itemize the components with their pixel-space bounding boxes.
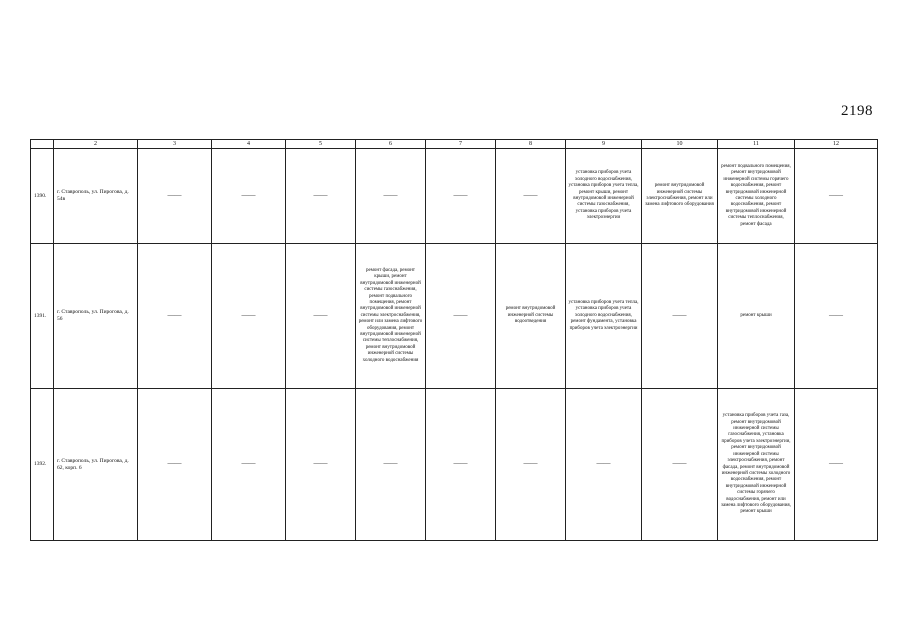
dash-cell: —— bbox=[453, 459, 468, 468]
work-list-cell: установка приборов учета холодного водоснабжения, установка приборов учета тепла, ремонт крыши, ремонт внутридомовой инженерной системы газоснабжения, установка приборов учета электроэнергии bbox=[566, 149, 642, 244]
table-cell bbox=[212, 244, 286, 389]
table-cell bbox=[642, 389, 718, 541]
dash-cell: —— bbox=[596, 459, 611, 468]
address-cell: г. Ставрополь, ул. Пирогова, д. 62, корп. 6 bbox=[54, 389, 138, 541]
dash-cell: —— bbox=[829, 459, 843, 468]
work-list-cell: установка приборов учета тепла, установка приборов учета холодного водоснабжения, ремонт фундамента, установка приборов учета электроэнергии bbox=[566, 244, 642, 389]
row-number: 1391. bbox=[31, 244, 54, 389]
col-header-8: 8 bbox=[496, 140, 566, 149]
dash-cell: —— bbox=[241, 310, 256, 319]
col-header-11: 11 bbox=[718, 140, 795, 149]
work-list-cell: ремонт внутридомовой инженерной системы водоотведения bbox=[496, 244, 566, 389]
dash-cell: —— bbox=[167, 459, 182, 468]
table-cell bbox=[356, 149, 426, 244]
table-cell bbox=[642, 244, 718, 389]
dash-cell: —— bbox=[313, 190, 328, 199]
col-header-12: 12 bbox=[795, 140, 878, 149]
work-list-cell: установка приборов учета газа, ремонт внутридомовой инженерной системы газоснабжения, установка приборов учета электроэнергии, ремонт внутридомовой инженерной системы электроснабжения, ремонт фасада, ремонт внутридомовой инженерной системы холодного водоснабжения, ремонт внутридомовой инженерной системы горячего водоснабжения, ремонт или замена лифтового оборудования, ремонт крыши bbox=[718, 389, 795, 541]
table-cell bbox=[356, 389, 426, 541]
table-cell bbox=[496, 389, 566, 541]
table-cell bbox=[138, 244, 212, 389]
row-number: 1392. bbox=[31, 389, 54, 541]
col-header-4: 4 bbox=[212, 140, 286, 149]
col-header-3: 3 bbox=[138, 140, 212, 149]
col-header-1 bbox=[31, 140, 54, 149]
work-list-cell: ремонт подвального помещения, ремонт внутридомовой инженерной системы горячего водоснабжения, ремонт внутридомовой инженерной системы холодного водоснабжения, ремонт внутридомовой инженерной системы теплоснабжения, ремонт фасада bbox=[718, 149, 795, 244]
dash-cell: —— bbox=[313, 459, 328, 468]
table-row bbox=[31, 149, 878, 244]
work-list-cell: ремонт внутридомовой инженерной системы электроснабжения, ремонт или замена лифтового оборудования bbox=[642, 149, 718, 244]
table-cell bbox=[286, 389, 356, 541]
dash-cell: —— bbox=[167, 190, 182, 199]
row-number: 1390. bbox=[31, 149, 54, 244]
dash-cell: —— bbox=[167, 310, 182, 319]
table-cell bbox=[286, 149, 356, 244]
table-cell bbox=[426, 389, 496, 541]
header-row bbox=[31, 140, 878, 149]
dash-cell: —— bbox=[241, 459, 256, 468]
table-cell bbox=[795, 389, 878, 541]
dash-cell: —— bbox=[829, 190, 843, 199]
dash-cell: —— bbox=[383, 190, 398, 199]
work-list-cell: ремонт фасада, ремонт крыши, ремонт внутридомовой инженерной системы газоснабжения, ремонт подвального помещения, ремонт внутридомовой инженерной системы электроснабжения, ремонт или замена лифтового оборудования, ремонт внутридомовой инженерной системы теплоснабжения, ремонт внутридомовой инженерной системы холодного водоснабжения bbox=[356, 244, 426, 389]
dash-cell: —— bbox=[313, 310, 328, 319]
table-cell bbox=[138, 389, 212, 541]
col-header-7: 7 bbox=[426, 140, 496, 149]
col-header-9: 9 bbox=[566, 140, 642, 149]
table-cell bbox=[212, 149, 286, 244]
table-cell bbox=[426, 244, 496, 389]
dash-cell: —— bbox=[672, 310, 687, 319]
works-table bbox=[30, 139, 878, 541]
dash-cell: —— bbox=[453, 310, 468, 319]
table-cell bbox=[795, 244, 878, 389]
dash-cell: —— bbox=[523, 190, 538, 199]
dash-cell: —— bbox=[241, 190, 256, 199]
col-header-6: 6 bbox=[356, 140, 426, 149]
dash-cell: —— bbox=[453, 190, 468, 199]
work-list-cell: ремонт крыши bbox=[718, 244, 795, 389]
table-cell bbox=[426, 149, 496, 244]
col-header-2: 2 bbox=[54, 140, 138, 149]
page-number: 2198 bbox=[841, 103, 873, 119]
dash-cell: —— bbox=[383, 459, 398, 468]
address-cell: г. Ставрополь, ул. Пирогова, д. 56 bbox=[54, 244, 138, 389]
table-row bbox=[31, 389, 878, 541]
table-row bbox=[31, 244, 878, 389]
col-header-10: 10 bbox=[642, 140, 718, 149]
table-cell bbox=[496, 149, 566, 244]
table-cell bbox=[286, 244, 356, 389]
dash-cell: —— bbox=[672, 459, 687, 468]
dash-cell: —— bbox=[829, 310, 843, 319]
address-cell: г. Ставрополь, ул. Пирогова, д. 54в bbox=[54, 149, 138, 244]
table-cell bbox=[212, 389, 286, 541]
dash-cell: —— bbox=[523, 459, 538, 468]
table-cell bbox=[566, 389, 642, 541]
col-header-5: 5 bbox=[286, 140, 356, 149]
table-cell bbox=[138, 149, 212, 244]
table-cell bbox=[795, 149, 878, 244]
